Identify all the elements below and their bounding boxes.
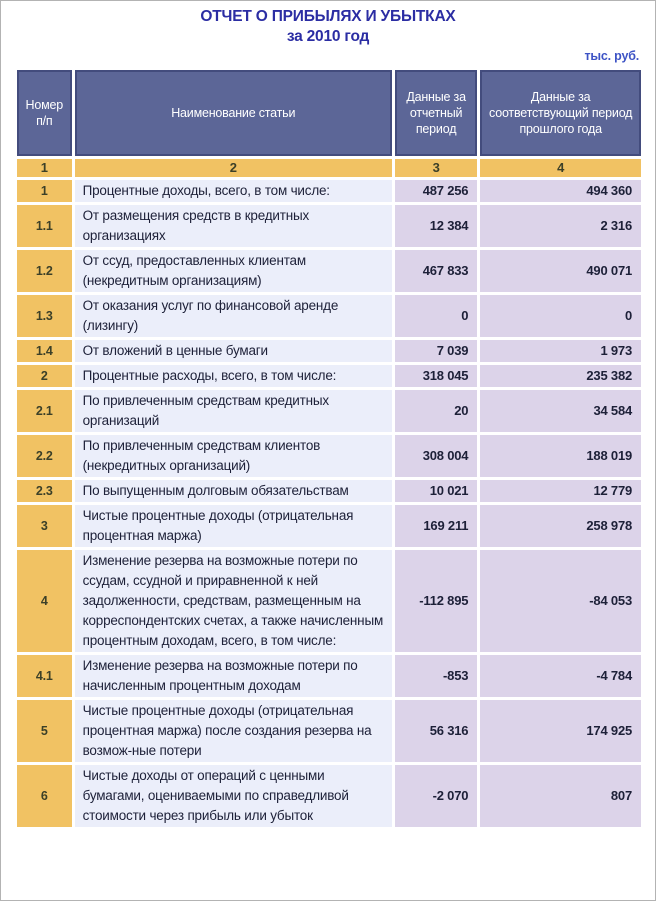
row-previous-value: -84 053 bbox=[480, 550, 641, 652]
row-number: 1.1 bbox=[17, 205, 72, 247]
row-previous-value: 0 bbox=[480, 295, 641, 337]
row-number: 1 bbox=[17, 180, 72, 202]
row-current-value: 169 211 bbox=[395, 505, 477, 547]
table-row bbox=[17, 480, 641, 502]
row-name: Чистые доходы от операций с ценными бумагами, оцениваемыми по справедливой стоимости через прибыль или убыток bbox=[75, 765, 392, 827]
row-previous-value: 2 316 bbox=[480, 205, 641, 247]
column-number-1: 1 bbox=[17, 159, 72, 177]
row-previous-value: 174 925 bbox=[480, 700, 641, 762]
row-previous-value: 188 019 bbox=[480, 435, 641, 477]
row-number: 4.1 bbox=[17, 655, 72, 697]
table-row bbox=[17, 205, 641, 247]
table-row bbox=[17, 435, 641, 477]
table-row bbox=[17, 700, 641, 762]
row-name: Изменение резерва на возможные потери по ссудам, ссудной и приравненной к ней задолженности, средствам, размещенным на корреспондентских счетах, а также начисленным процентным доходам, всего, в том числе: bbox=[75, 550, 392, 652]
header-number: Номер п/п bbox=[17, 70, 72, 156]
row-current-value: -853 bbox=[395, 655, 477, 697]
row-current-value: 10 021 bbox=[395, 480, 477, 502]
row-current-value: 487 256 bbox=[395, 180, 477, 202]
row-current-value: 0 bbox=[395, 295, 477, 337]
row-name: От вложений в ценные бумаги bbox=[75, 340, 392, 362]
row-name: Чистые процентные доходы (отрицательная процентная маржа) bbox=[75, 505, 392, 547]
header-current-period: Данные за отчетный период bbox=[395, 70, 477, 156]
column-number-3: 3 bbox=[395, 159, 477, 177]
table-row bbox=[17, 505, 641, 547]
row-name: От оказания услуг по финансовой аренде (лизингу) bbox=[75, 295, 392, 337]
row-current-value: 467 833 bbox=[395, 250, 477, 292]
table-row bbox=[17, 295, 641, 337]
row-current-value: -2 070 bbox=[395, 765, 477, 827]
row-number: 6 bbox=[17, 765, 72, 827]
row-number: 1.2 bbox=[17, 250, 72, 292]
table-row bbox=[17, 550, 641, 652]
page-title: ОТЧЕТ О ПРИБЫЛЯХ И УБЫТКАХ bbox=[200, 8, 456, 25]
row-name: Процентные расходы, всего, в том числе: bbox=[75, 365, 392, 387]
row-number: 2 bbox=[17, 365, 72, 387]
row-number: 2.1 bbox=[17, 390, 72, 432]
row-name: По привлеченным средствам кредитных организаций bbox=[75, 390, 392, 432]
row-name: Чистые процентные доходы (отрицательная процентная маржа) после создания резерва на возмож-ные потери bbox=[75, 700, 392, 762]
row-number: 2.3 bbox=[17, 480, 72, 502]
row-name: От ссуд, предоставленных клиентам (некредитным организациям) bbox=[75, 250, 392, 292]
table-header-row bbox=[17, 70, 641, 156]
row-current-value: 12 384 bbox=[395, 205, 477, 247]
row-name: От размещения средств в кредитных организациях bbox=[75, 205, 392, 247]
column-number-4: 4 bbox=[480, 159, 641, 177]
row-number: 4 bbox=[17, 550, 72, 652]
table-row bbox=[17, 390, 641, 432]
row-name: Процентные доходы, всего, в том числе: bbox=[75, 180, 392, 202]
row-previous-value: 235 382 bbox=[480, 365, 641, 387]
units-label: тыс. руб. bbox=[584, 49, 639, 63]
page-subtitle: за 2010 год bbox=[286, 28, 370, 45]
row-previous-value: 494 360 bbox=[480, 180, 641, 202]
row-name: Изменение резерва на возможные потери по начисленным процентным доходам bbox=[75, 655, 392, 697]
row-number: 2.2 bbox=[17, 435, 72, 477]
row-number: 5 bbox=[17, 700, 72, 762]
row-previous-value: -4 784 bbox=[480, 655, 641, 697]
column-number-2: 2 bbox=[75, 159, 392, 177]
table-row bbox=[17, 250, 641, 292]
header-name: Наименование статьи bbox=[75, 70, 392, 156]
row-number: 3 bbox=[17, 505, 72, 547]
row-current-value: 308 004 bbox=[395, 435, 477, 477]
table-row bbox=[17, 180, 641, 202]
row-current-value: 7 039 bbox=[395, 340, 477, 362]
row-previous-value: 807 bbox=[480, 765, 641, 827]
report-header bbox=[1, 7, 655, 47]
row-name: По выпущенным долговым обязательствам bbox=[75, 480, 392, 502]
row-previous-value: 34 584 bbox=[480, 390, 641, 432]
row-current-value: 318 045 bbox=[395, 365, 477, 387]
row-previous-value: 258 978 bbox=[480, 505, 641, 547]
table-row bbox=[17, 340, 641, 362]
row-number: 1.4 bbox=[17, 340, 72, 362]
table-row bbox=[17, 365, 641, 387]
row-name: По привлеченным средствам клиентов (некредитных организаций) bbox=[75, 435, 392, 477]
row-number: 1.3 bbox=[17, 295, 72, 337]
column-number-row bbox=[17, 159, 641, 177]
row-previous-value: 490 071 bbox=[480, 250, 641, 292]
table-row bbox=[17, 765, 641, 827]
table-row bbox=[17, 655, 641, 697]
row-current-value: -112 895 bbox=[395, 550, 477, 652]
header-previous-period: Данные за соответствующий период прошлого года bbox=[480, 70, 641, 156]
row-current-value: 56 316 bbox=[395, 700, 477, 762]
row-previous-value: 1 973 bbox=[480, 340, 641, 362]
row-previous-value: 12 779 bbox=[480, 480, 641, 502]
profit-loss-table bbox=[14, 67, 644, 830]
row-current-value: 20 bbox=[395, 390, 477, 432]
